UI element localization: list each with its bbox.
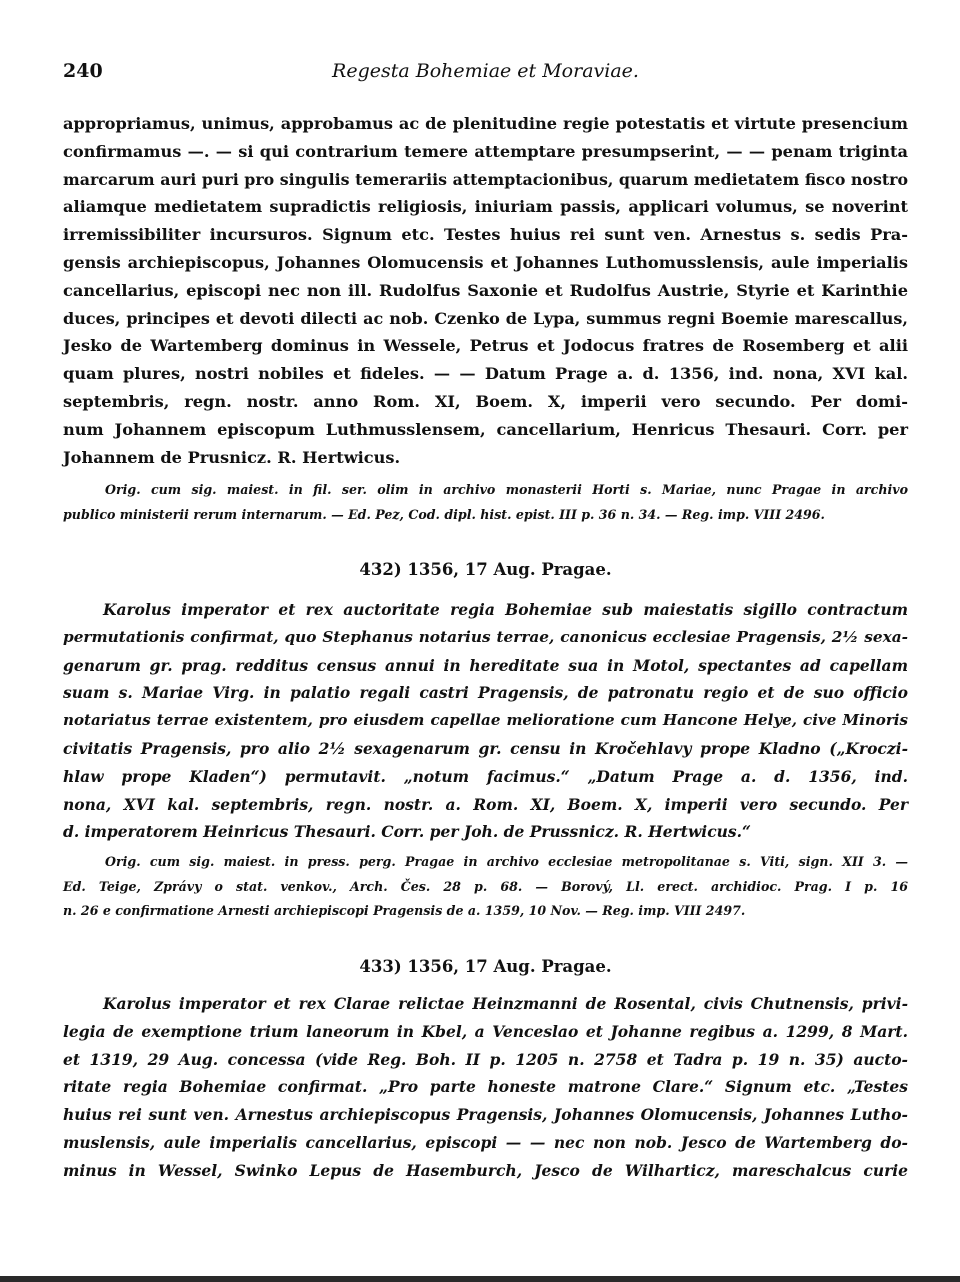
note-line: Ed. Teige, Zprávy o stat. venkov., Arch. Čes. 28 p. 68. — Borový, Ll. erect. archidioc. Prag. I p. 16 bbox=[63, 878, 908, 894]
page-number: 240 bbox=[63, 60, 103, 82]
note-line: Orig. cum sig. maiest. in press. perg. Pragae in archivo ecclesiae metropolitanae s. Viti, sign. XII 3. — bbox=[105, 854, 908, 869]
text-line: Jesko de Wartemberg dominus in Wessele, Petrus et Jodocus fratres de Rosemberg et alii bbox=[63, 336, 908, 356]
regest-line: nona, XVI kal. septembris, regn. nostr. a. Rom. XI, Boem. X, imperii vero secundo. Per bbox=[63, 794, 908, 814]
regest-line: notariatus terrae existentem, pro eiusdem capellae melioratione cum Hancone Helye, cive Minoris bbox=[63, 711, 908, 730]
regest-line: civitatis Pragensis, pro alio 2½ sexagenarum gr. censu in Kročehlavy prope Kladno („Kroczi- bbox=[63, 738, 908, 758]
text-line: septembris, regn. nostr. anno Rom. XI, Boem. X, imperii vero secundo. Per domi- bbox=[63, 391, 908, 411]
note-line: n. 26 e confirmatione Arnesti archiepiscopi Pragensis de a. 1359, 10 Nov. — Reg. imp. VIII 2497. bbox=[63, 903, 746, 918]
archival-note bbox=[63, 478, 908, 527]
regest-line: ritate regia Bohemiae confirmat. „Pro parte honeste matrone Clare.“ Signum etc. „Testes bbox=[63, 1077, 908, 1097]
text-line: appropriamus, unimus, approbamus ac de plenitudine regie potestatis et virtute presencium bbox=[63, 114, 908, 133]
regest-line: suam s. Mariae Virg. in palatio regali castri Pragensis, de patronatu regio et de suo officio bbox=[63, 683, 908, 703]
regest-line: genarum gr. prag. redditus census annui in hereditate sua in Motol, spectantes ad capellam bbox=[63, 655, 908, 675]
scan-edge-bar bbox=[0, 1276, 960, 1282]
regest-line: permutationis confirmat, quo Stephanus notarius terrae, canonicus ecclesiae Pragensis, 2½ sexa- bbox=[63, 627, 908, 646]
text-line: num Johannem episcopum Luthmusslensem, cancellarium, Henricus Thesauri. Corr. per bbox=[63, 419, 908, 439]
note-line: Orig. cum sig. maiest. in fil. ser. olim in archivo monasterii Horti s. Mariae, nunc Pragae in archivo bbox=[105, 482, 908, 497]
text-line: Johannem de Prusnicz. R. Hertwicus. bbox=[63, 447, 401, 467]
entry-432-regest bbox=[63, 596, 908, 846]
page-header bbox=[63, 60, 908, 90]
entry-433-regest bbox=[63, 990, 908, 1185]
regest-line: d. imperatorem Heinricus Thesauri. Corr. per Joh. de Prussnicz. R. Hertwicus.“ bbox=[63, 822, 751, 842]
text-line: duces, principes et devoti dilecti ac nob. Czenko de Lypa, summus regni Boemie marescallus, bbox=[63, 308, 908, 328]
regest-line: Karolus imperator et rex auctoritate regia Bohemiae sub maiestatis sigillo contractum bbox=[103, 600, 908, 619]
regest-line: huius rei sunt ven. Arnestus archiepiscopus Pragensis, Johannes Olomucensis, Johannes Lutho- bbox=[63, 1105, 908, 1125]
regest-line: muslensis, aule imperialis cancellarius, episcopi — — nec non nob. Jesco de Wartemberg do- bbox=[63, 1132, 908, 1152]
entry-432-note bbox=[63, 850, 908, 924]
regest-line: minus in Wessel, Swinko Lepus de Hasemburch, Jesco de Wilharticz, mareschalcus curie bbox=[63, 1160, 908, 1180]
regest-line: hlaw prope Kladen“) permutavit. „notum facimus.“ „Datum Prage a. d. 1356, ind. bbox=[63, 766, 908, 786]
text-line: gensis archiepiscopus, Johannes Olomucensis et Johannes Luthomusslensis, aule imperialis bbox=[63, 252, 908, 272]
text-line: quam plures, nostri nobiles et fideles. — — Datum Prage a. d. 1356, ind. nona, XVI kal. bbox=[63, 364, 908, 384]
entry-432-heading-wrap bbox=[63, 560, 908, 588]
regest-line: et 1319, 29 Aug. concessa (vide Reg. Boh. II p. 1205 n. 2758 et Tadra p. 19 n. 35) aucto- bbox=[63, 1049, 908, 1069]
regest-line: legia de exemptione trium laneorum in Kbel, a Venceslao et Johanne regibus a. 1299, 8 Mart. bbox=[63, 1021, 908, 1041]
entry-heading: 433) 1356, 17 Aug. Pragae. bbox=[359, 957, 612, 976]
charter-continuation bbox=[63, 110, 908, 471]
regest-line: Karolus imperator et rex Clarae relictae Heinzmanni de Rosental, civis Chutnensis, privi- bbox=[103, 994, 908, 1013]
text-line: confirmamus —. — si qui contrarium temere attemptare presumpserint, — — penam triginta bbox=[63, 141, 908, 161]
text-line: cancellarius, episcopi nec non ill. Rudolfus Saxonie et Rudolfus Austrie, Styrie et Karinthie bbox=[63, 280, 908, 300]
note-line: publico ministerii rerum internarum. — Ed. Pez, Cod. dipl. hist. epist. III p. 36 n. 34. — Reg. imp. VIII 2496. bbox=[63, 506, 825, 522]
entry-heading: 432) 1356, 17 Aug. Pragae. bbox=[359, 560, 612, 579]
text-line: aliamque medietatem supradictis religiosis, iniuriam passis, applicari volumus, se noverint bbox=[63, 197, 908, 217]
entry-433-heading-wrap bbox=[63, 957, 908, 985]
text-line: irremissibiliter incursuros. Signum etc. Testes huius rei sunt ven. Arnestus s. sedis Pra- bbox=[63, 225, 908, 245]
text-line: marcarum auri puri pro singulis temerariis attemptacionibus, quarum medietatem fisco nostro bbox=[63, 169, 908, 189]
running-title: Regesta Bohemiae et Moraviae. bbox=[332, 60, 639, 82]
